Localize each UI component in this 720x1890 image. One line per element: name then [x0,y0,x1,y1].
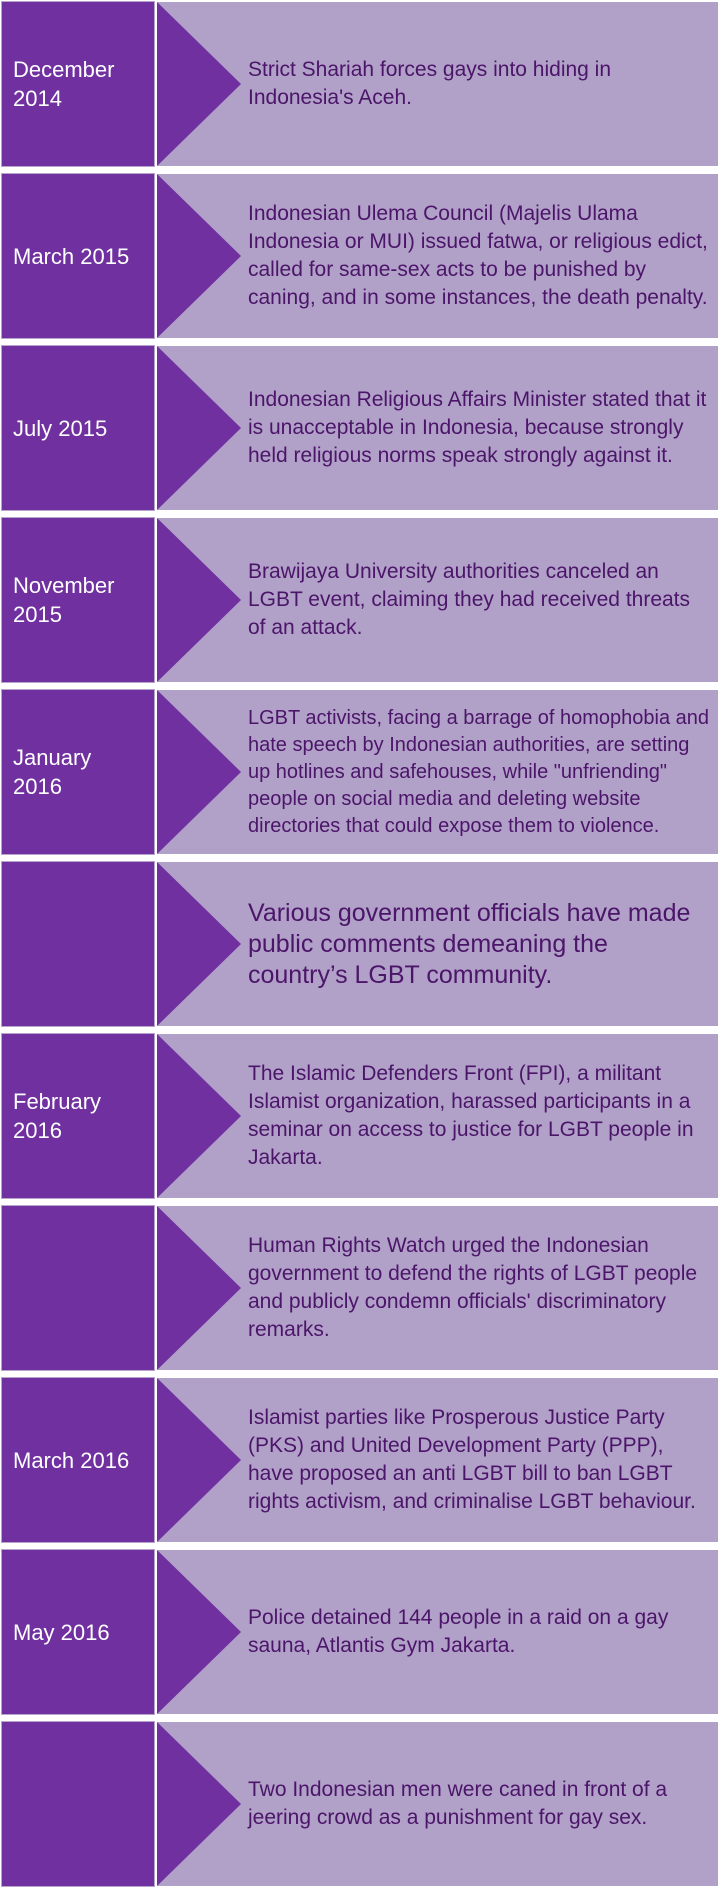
date-box [2,346,154,510]
chevron-right-icon [157,174,241,338]
timeline-row [0,344,720,512]
event-date: February 2016 [13,1089,102,1143]
date-box [2,862,154,1026]
timeline-row [0,1032,720,1200]
event-date: January 2016 [13,745,92,799]
chevron-right-icon [157,1378,241,1542]
chevron-right-icon [157,518,241,682]
event-date: December 2014 [13,57,115,111]
chevron-right-icon [157,1206,241,1370]
event-description: Brawijaya University authorities canceled an LGBT event, claiming they had received threats of an attack. [248,560,691,639]
chevron-right-icon [157,2,241,166]
event-description: Indonesian Religious Affairs Minister stated that it is unacceptable in Indonesia, because strongly held religious norms speak strongly against it. [248,388,707,467]
event-date: May 2016 [13,1619,110,1645]
event-date: July 2015 [13,415,108,441]
timeline-row [0,1720,720,1888]
event-description: Two Indonesian men were caned in front of a jeering crowd as a punishment for gay sex. [248,1778,668,1829]
event-description: LGBT activists, facing a barrage of homophobia and hate speech by Indonesian authorities, are setting up hotlines and safehouses, while "unfriending" people on social media and deleting website directories that could expose them to violence. [248,706,710,837]
chevron-right-icon [157,346,241,510]
timeline-row [0,0,720,168]
date-box [2,174,154,338]
event-description: Police detained 144 people in a raid on a gay sauna, Atlantis Gym Jakarta. [248,1606,669,1657]
timeline-row [0,688,720,856]
date-box [2,690,154,854]
timeline-row [0,1376,720,1544]
date-box [2,1550,154,1714]
date-box [2,1378,154,1542]
event-description: Various government officials have made public comments demeaning the country’s LGBT community. [248,898,691,989]
event-description: Indonesian Ulema Council (Majelis Ulama Indonesia or MUI) issued fatwa, or religious edict, called for same-sex acts to be punished by caning, and in some instances, the death penalty. [248,202,708,309]
timeline-row [0,1548,720,1716]
chevron-right-icon [157,690,241,854]
timeline-row [0,860,720,1028]
chevron-right-icon [157,862,241,1026]
date-box [2,1722,154,1886]
event-description: Islamist parties like Prosperous Justice Party (PKS) and United Development Party (PPP), have proposed an anti LGBT bill to ban LGBT rights activism, and criminalise LGBT behaviour. [248,1406,696,1513]
event-description: Strict Shariah forces gays into hiding in Indonesia's Aceh. [248,58,612,109]
date-box [2,1034,154,1198]
event-description: Human Rights Watch urged the Indonesian government to defend the rights of LGBT people and publicly condemn officials' discriminatory remarks. [248,1234,698,1341]
date-box [2,2,154,166]
timeline-row [0,172,720,340]
chevron-right-icon [157,1722,241,1886]
event-date: March 2015 [13,243,130,269]
timeline-row [0,1204,720,1372]
date-box [2,1206,154,1370]
date-box [2,518,154,682]
event-description: The Islamic Defenders Front (FPI), a militant Islamist organization, harassed participants in a seminar on access to justice for LGBT people in Jakarta. [248,1062,694,1169]
event-date: March 2016 [13,1447,130,1473]
chevron-right-icon [157,1034,241,1198]
timeline-row [0,516,720,684]
event-date: November 2015 [13,573,115,627]
chevron-right-icon [157,1550,241,1714]
